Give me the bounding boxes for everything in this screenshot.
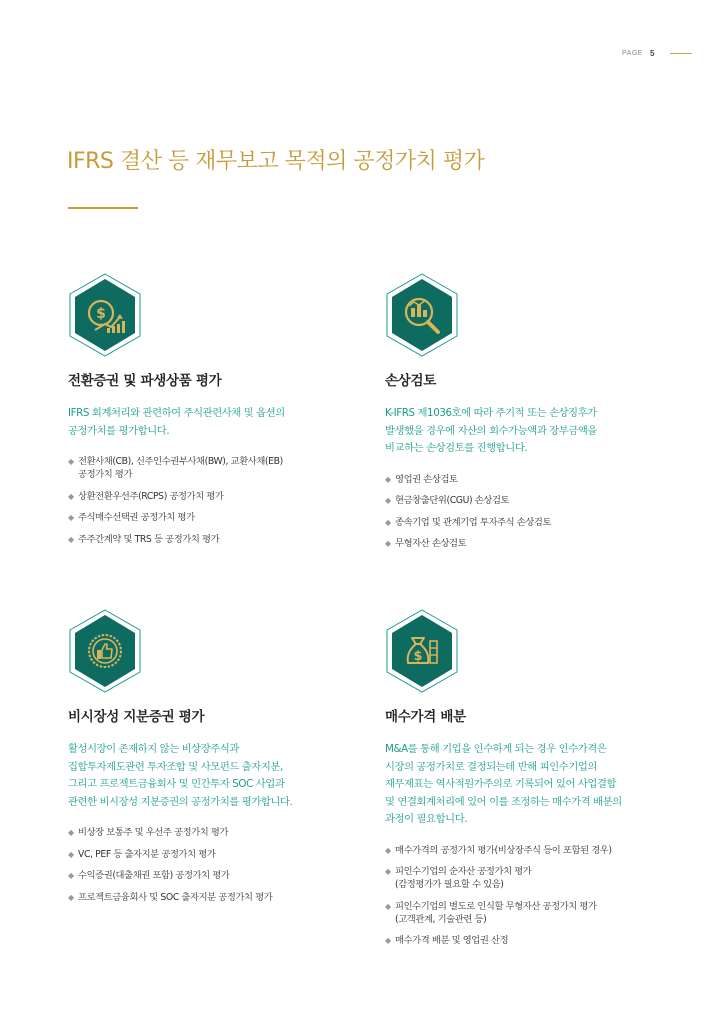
section-impairment bbox=[385, 272, 685, 559]
svg-text:$: $ bbox=[413, 649, 423, 664]
list-item: ◆ 영업권 손상검토 bbox=[385, 473, 458, 485]
item-list bbox=[68, 455, 368, 546]
section-description: M&A를 통해 기업을 인수하게 되는 경우 인수가격은 시장의 공정가치로 결정되는데 반해 피인수기업의 재무제표는 역사적원가주의로 기록되어 있어 사업결합 및 연결회계처리에 있어 이를 조정하는 매수가격 배분의 과정이 필요합니다. bbox=[385, 743, 622, 825]
section-heading: 매수가격 배분 bbox=[385, 709, 466, 725]
list-item: ◆ 상환전환우선주(RCPS) 공정가치 평가 bbox=[68, 490, 224, 502]
list-item: ◆ 현금창출단위(CGU) 손상검토 bbox=[385, 495, 510, 506]
page-number: 5 bbox=[650, 49, 655, 58]
svg-text:$: $ bbox=[96, 306, 106, 322]
magnifier-chart-icon bbox=[384, 272, 460, 358]
page-title: IFRS 결산 등 재무보고 목적의 공정가치 평가 bbox=[67, 149, 485, 174]
list-item: ◆ 프로젝트금융회사 및 SOC 출자지분 공정가치 평가 bbox=[68, 891, 273, 903]
list-item: ◆ 매수가격의 공정가치 평가(비상장주식 등이 포함된 경우) bbox=[385, 844, 612, 856]
list-item: ◆ 무형자산 손상검토 bbox=[385, 538, 467, 549]
list-item: ◆ 주주간계약 및 TRS 등 공정가치 평가 bbox=[68, 533, 220, 545]
section-description: 활성시장이 존재하지 않는 비상장주식과 집합투자제도관련 투자조합 및 사모펀드 출자지분, 그리고 프로젝트금융회사 및 민간투자 SOC 사업과 관련한 비시장성 지분증권의 공정가치를 평가합니다. bbox=[68, 743, 293, 808]
page-label: PAGE bbox=[622, 50, 643, 57]
list-item: ◆ 비상장 보통주 및 우선주 공정가치 평가 bbox=[68, 827, 229, 838]
dollar-chart-icon bbox=[67, 272, 143, 358]
list-item: ◆ 종속기업 및 관계기업 투자주식 손상검토 bbox=[385, 516, 552, 528]
section-purchase-price-allocation bbox=[385, 608, 685, 956]
item-list bbox=[68, 826, 368, 904]
list-item: ◆ 매수가격 배분 및 영업권 산정 bbox=[385, 935, 509, 946]
title-underline bbox=[68, 207, 138, 209]
list-item: ◆ 피인수기업의 순자산 공정가치 평가 (감정평가가 필요할 수 있음) bbox=[385, 866, 532, 890]
list-item: ◆ 전환사채(CB), 신주인수권부사채(BW), 교환사채(EB) 공정가치 평가 bbox=[68, 456, 283, 480]
item-list bbox=[385, 473, 685, 551]
thumbs-up-badge-icon bbox=[67, 608, 143, 694]
item-list bbox=[385, 844, 685, 948]
section-heading: 비시장성 지분증권 평가 bbox=[68, 709, 205, 725]
list-item: ◆ VC, PEF 등 출자지분 공정가치 평가 bbox=[68, 848, 216, 860]
section-description: IFRS 회계처리와 관련하여 주식관련사채 및 옵션의 공정가치를 평가합니다. bbox=[68, 407, 285, 437]
page-number-rule bbox=[670, 53, 692, 54]
money-bag-icon bbox=[384, 608, 460, 694]
list-item: ◆ 수익증권(대출채권 포함) 공정가치 평가 bbox=[68, 870, 230, 881]
list-item: ◆ 주식매수선택권 공정가치 평가 bbox=[68, 512, 195, 523]
section-unlisted-equity bbox=[68, 608, 368, 912]
section-heading: 손상검토 bbox=[385, 373, 436, 389]
list-item: ◆ 피인수기업의 별도로 인식할 무형자산 공정가치 평가 (고객관계, 기술관련 등) bbox=[385, 900, 597, 925]
section-description: K-IFRS 제1036호에 따라 주기적 또는 손상징후가 발생했을 경우에 자산의 회수가능액과 장부금액을 비교하는 손상검토를 진행합니다. bbox=[385, 407, 597, 454]
section-convertible bbox=[68, 272, 368, 554]
section-heading: 전환증권 및 파생상품 평가 bbox=[68, 373, 222, 389]
